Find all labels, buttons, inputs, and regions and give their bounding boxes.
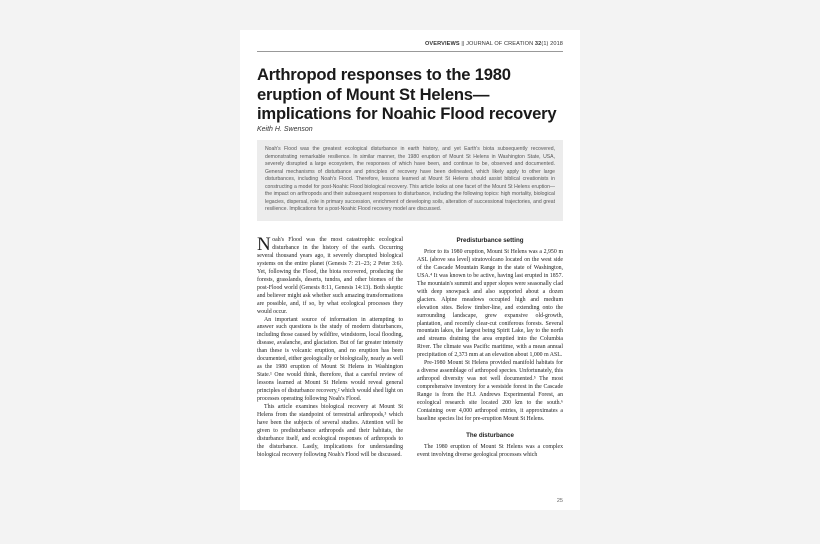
paragraph: Prior to its 1980 eruption, Mount St Helens was a 2,950 m ASL (above sea level) stratovolcano located on the west side of the Cascade Mountain Range in the state of Washington, USA.⁴ It was known to be active, having last erupted in 1857. The mountain's summit and upper slopes were seasonally clad with deep snowpack and also supported about a dozen glaciers. Alpine meadows occupied high and medium elevation sites. Below timber-line, and extending onto the surrounding landscape, grew expansive old-growth, plantation, and recently clear-cut coniferous forests. Several mountain lakes, the largest being Spirit Lake, lay to the north and streams draining the area emptied into the Columbia River. The climate was Pacific maritime, with a mean annual precipitation of 2,373 mm at an elevation about 1,000 m ASL. [417, 248, 563, 359]
article-title: Arthropod responses to the 1980 eruption of Mount St Helens—implications for Noahic Flood recovery [257, 65, 557, 123]
paragraph: This article examines biological recovery at Mount St Helens from the standpoint of terrestrial arthropods,³ which have been the subjects of several studies. Attention will be given to predisturbance arthropods and their habitats, the disturbance itself, and ecological responses of arthropods to the disturbance. Lastly, implications for understanding biological recovery following Noah's Flood will be discussed. [257, 404, 403, 458]
section-label: OVERVIEWS [424, 41, 460, 47]
paragraph: The 1980 eruption of Mount St Helens was a complex event involving diverse geological processes which [417, 443, 563, 458]
body-column-left [257, 234, 403, 460]
abstract-box: Noah's Flood was the greatest ecological disturbance in earth history, and yet Earth's biota subsequently recovered, demonstrating remarkable resilience. In similar manner, the 1980 eruption of Mount St Helens in Washington State, USA, severely disrupted a large ecosystem, the responses of which have been, and continue to be, observed and documented. General mechanisms of disturbance and principles of recovery have been delineated, which likely apply to other large disturbances, including Noah's Flood. Therefore, lessons learned at Mount St Helens should assist biblical creationists in constructing a model for post-Noahic Flood biological recovery. This article looks at one facet of the Mount St Helens eruption—the impact on arthropods and their subsequent responses to disturbance, including the following topics: high mortality, biological legacies, dispersal, role in primary succession, enrichment of developing soils, alteration of successional trajectories, and great resilience. Implications for a post-Noahic Flood recovery model are discussed. [257, 140, 563, 221]
article-author: Keith H. Swenson [257, 126, 313, 133]
page-number: 25 [556, 498, 563, 504]
journal-page [240, 30, 580, 510]
paragraph-text: oah's Flood was the most catastrophic ecological disturbance in the history of the earth. Occurring several thousand years ago, it severely disrupted biological systems on the entire planet (Genesis 7: 21–23; 2 Peter 3:6). Yet, following the Flood, the biota recovered, producing the forests, grasslands, deserts, tundra, and other biomes of the post-Flood world (Genesis 8:11, Genesis 14:13). Both skeptic and believer might ask whether such amazing transformations are possible, and, if so, by what ecological processes they would occur. [257, 237, 403, 315]
section-heading: The disturbance [466, 431, 514, 439]
paragraph: An important source of information in attempting to answer such questions is the study of modern disturbances, including those caused by wildfire, windstorm, local flooding, disease, avalanche, and glaciation. But of far greater intensity than these is volcanic eruption, and no eruption has been documented, either geologically or biologically, nearly as well as the 1980 eruption of Mount St Helens in Washington State.¹ One would think, therefore, that a careful review of lessons learned at Mount St Helens would reveal general principles of disturbance recovery,² which would shed light on processes operating following Noah's Flood. [257, 316, 403, 403]
header-rule [257, 51, 563, 52]
journal-name: JOURNAL OF CREATION [466, 41, 534, 47]
section-heading: Predisturbance setting [456, 237, 524, 244]
journal-issue-year: (1) 2018 [541, 41, 563, 47]
drop-cap: N [257, 234, 271, 255]
body-column-right [417, 237, 563, 460]
header-separator: || [461, 41, 465, 47]
paragraph: Pre-1980 Mount St Helens provided manifold habitats for a diverse assemblage of arthropod species. Unfortunately, this arthropod diversity was not well documented.⁵ The most comprehensive inventory for a westside forest in the Cascade Range is from the H.J. Andrews Experimental Forest, an ecological research site located 200 km to the south.⁶ Containing over 4,000 arthropod entries, it approximates a baseline species list for pre-eruption Mount St Helens. [417, 360, 563, 422]
journal-volume: 32 [534, 41, 542, 47]
running-head [425, 41, 563, 47]
paragraph [257, 234, 403, 317]
